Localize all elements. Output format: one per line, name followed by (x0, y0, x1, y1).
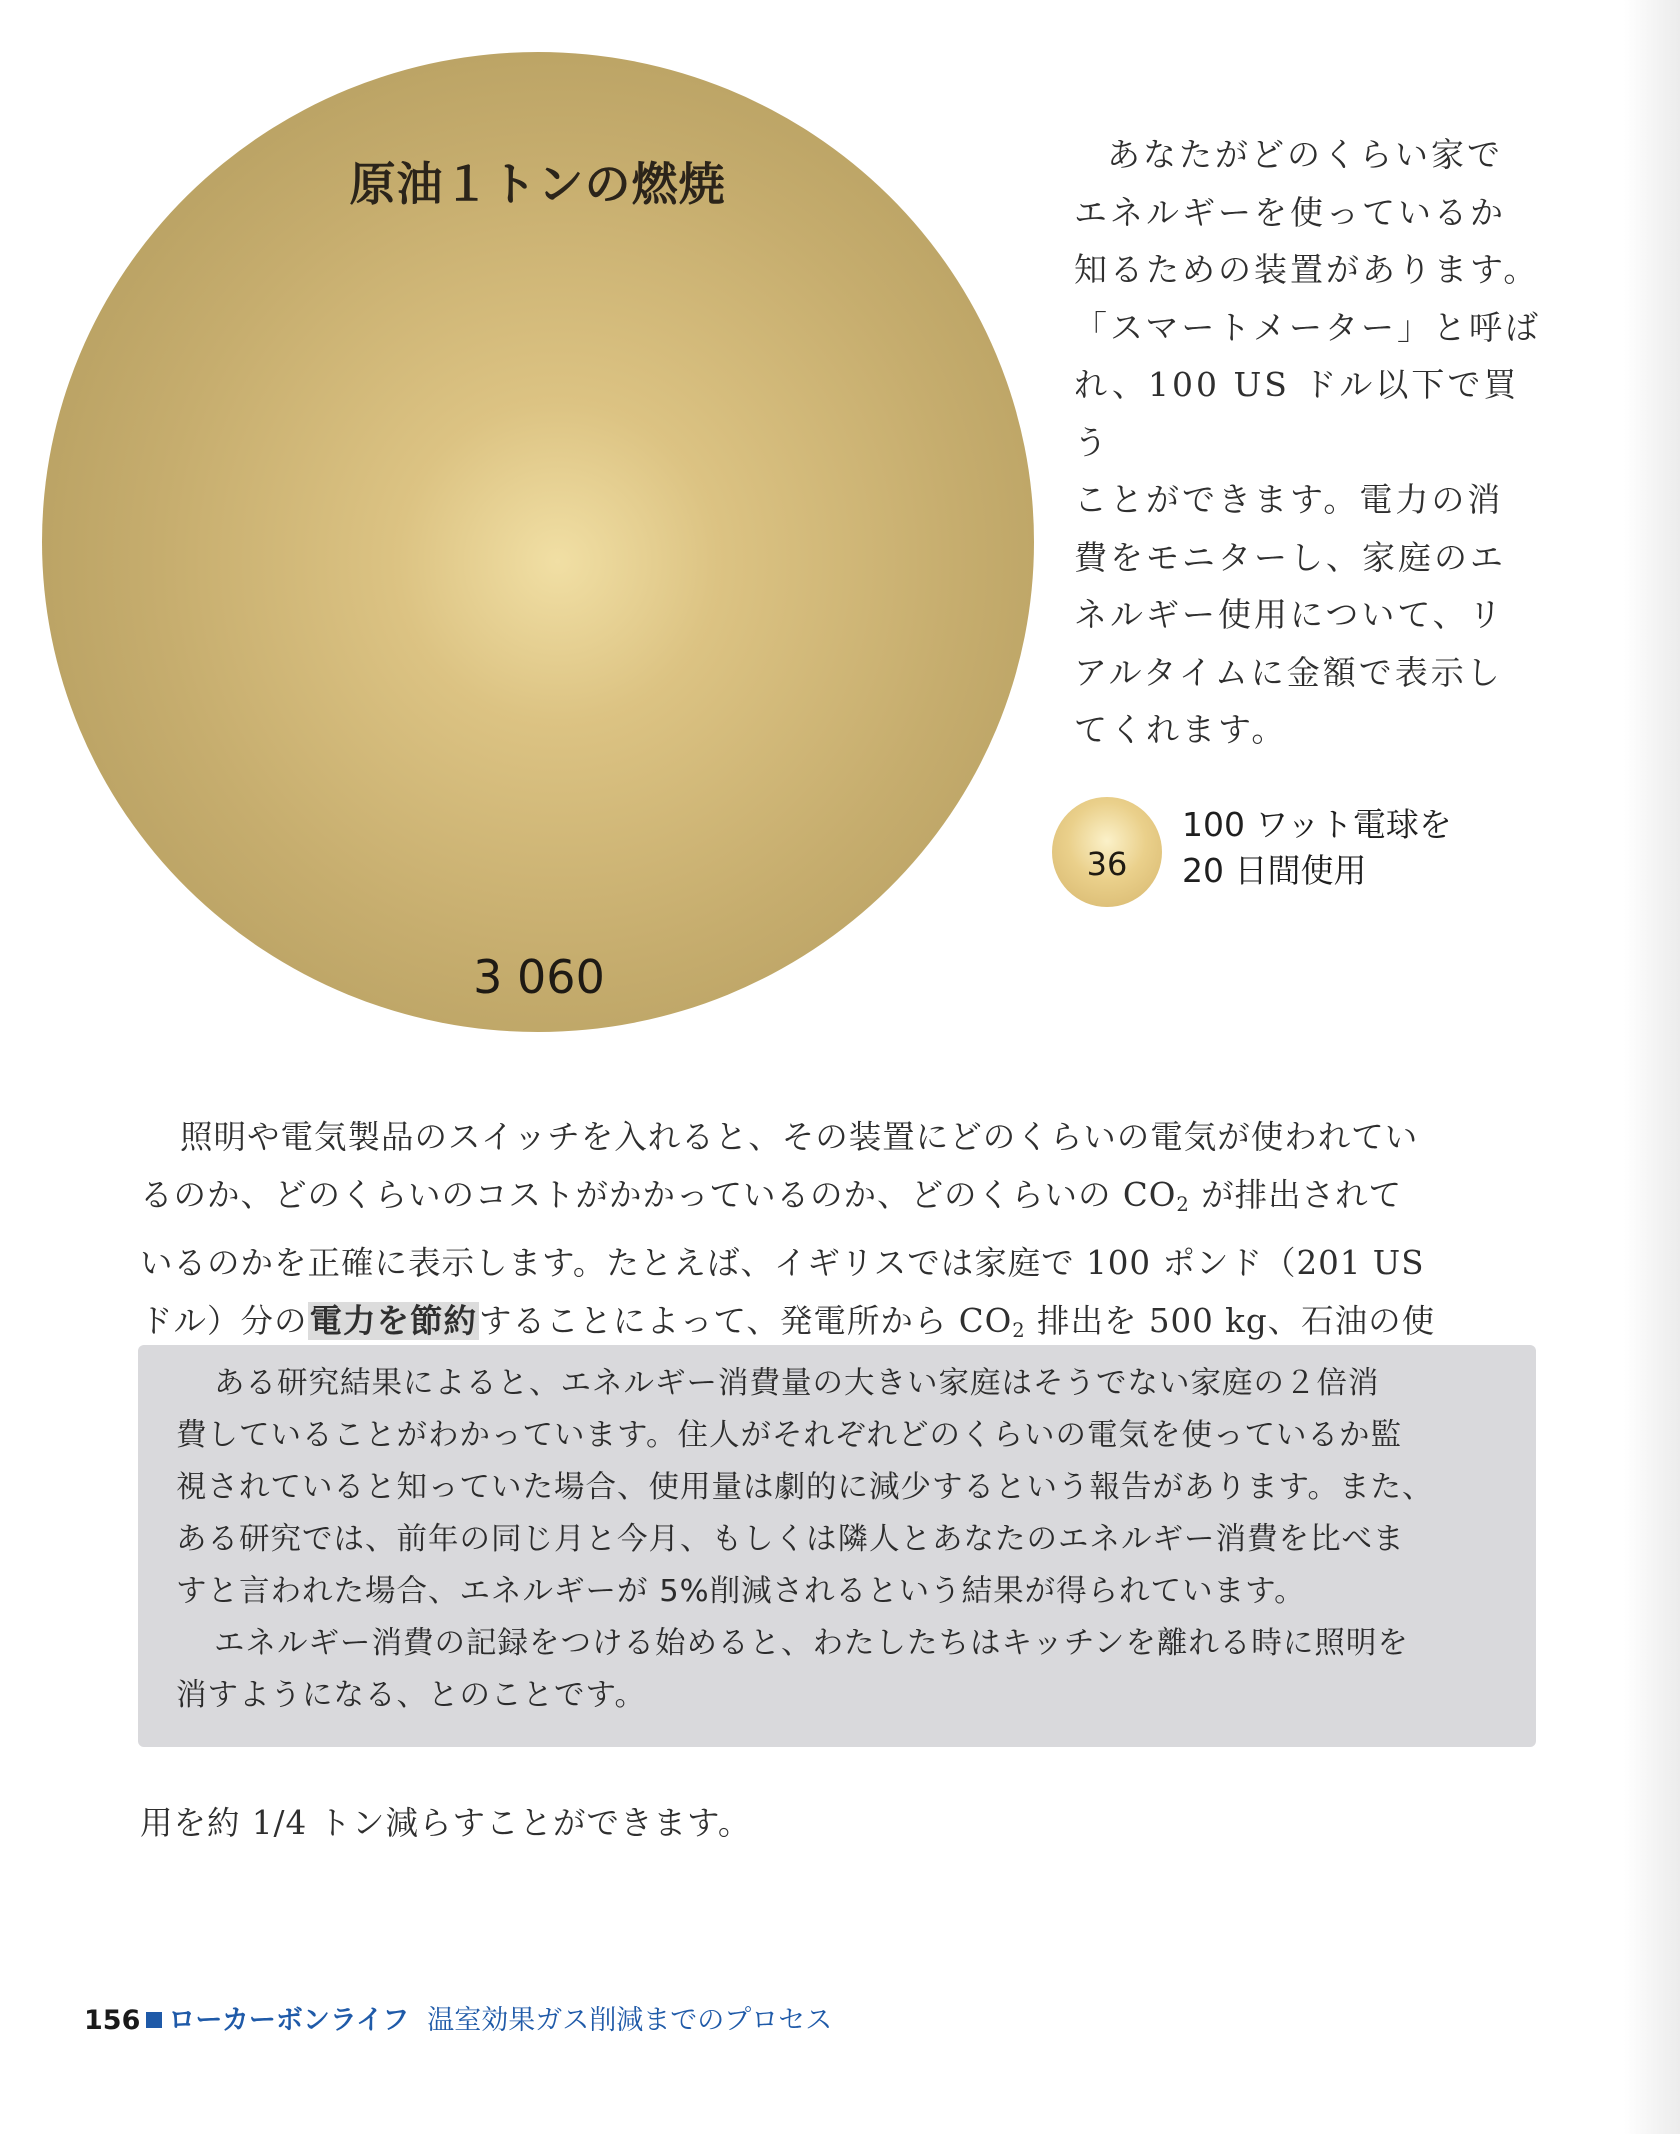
body-line: るのか、どのくらいのコストがかかっているのか、どのくらいの $CO_2$ が排出されて (140, 1176, 1403, 1216)
series-title: ローカーボンライフ (168, 2005, 410, 2036)
sidebar-line: ネルギー使用について、リ (1074, 595, 1505, 634)
note-line: ある研究結果によると、エネルギー消費量の大きい家庭はそうでない家庭の２倍消 (214, 1366, 1380, 1401)
body-line: 照明や電気製品のスイッチを入れると、その装置にどのくらいの電気が使われてい (180, 1118, 1419, 1156)
note-line: 費していることがわかっています。住人がそれぞれどのくらいの電気を使っているか監 (176, 1418, 1403, 1453)
crude-oil-circle-title: 原油１トンの燃焼 (349, 157, 726, 211)
sidebar-line: れ、100 US ドル以下で買う (1074, 365, 1520, 462)
crude-oil-circle-value: 3 060 (473, 950, 605, 1004)
body-line: いるのかを正確に表示します。たとえば、イギリスでは家庭で 100 ポンド（201 US (140, 1243, 1425, 1282)
sidebar-line: エネルギーを使っているか (1074, 192, 1506, 232)
body-line: ドル）分の電力を節約することによって、発電所から $CO_2$ 排出を 500 kg、石油の使 (140, 1301, 1436, 1342)
highlighted-term: 電力を節約 (309, 1301, 478, 1340)
body-paragraph (140, 1108, 1540, 1360)
sidebar-line: ことができます。電力の消 (1074, 480, 1504, 519)
square-icon (146, 2012, 162, 2028)
sidebar-line: 費をモニターし、家庭のエ (1074, 537, 1506, 577)
sidebar-line: 「スマートメーター」と呼ば (1074, 307, 1542, 347)
note-line: 消すようになる、とのことです。 (176, 1678, 647, 1713)
light-bulb-circle-value: 36 (1086, 845, 1128, 883)
smart-meter-sidebar-text (1074, 126, 1544, 759)
sidebar-line: てくれます。 (1074, 710, 1288, 749)
note-line: すと言われた場合、エネルギーが 5%削減されるという結果が得られています。 (176, 1574, 1306, 1609)
note-line: ある研究では、前年の同じ月と今月、もしくは隣人とあなたのエネルギー消費を比べま (176, 1522, 1405, 1557)
sidebar-line: あなたがどのくらい家で (1107, 135, 1503, 174)
body-continuation: 用を約 1/4 トン減らすことができます。 (140, 1804, 752, 1842)
page-edge (1624, 0, 1680, 2134)
research-note-text (176, 1358, 1526, 1722)
note-line: エネルギー消費の記録をつける始めると、わたしたちはキッチンを離れる時に照明を (214, 1626, 1409, 1661)
sidebar-line: 知るための装置があります。 (1074, 250, 1540, 289)
light-bulb-label-line2: 20 日間使用 (1182, 851, 1367, 890)
note-line: 視されていると知っていた場合、使用量は劇的に減少するという報告があります。また、 (176, 1470, 1434, 1505)
page-number: 156 (84, 2005, 141, 2036)
light-bulb-label (1182, 802, 1452, 894)
sidebar-line: アルタイムに金額で表示し (1074, 652, 1503, 692)
chapter-subtitle: 温室効果ガス削減までのプロセス (427, 2005, 833, 2036)
light-bulb-label-line1: 100 ワット電球を (1182, 805, 1452, 844)
page-footer (84, 1998, 832, 2037)
